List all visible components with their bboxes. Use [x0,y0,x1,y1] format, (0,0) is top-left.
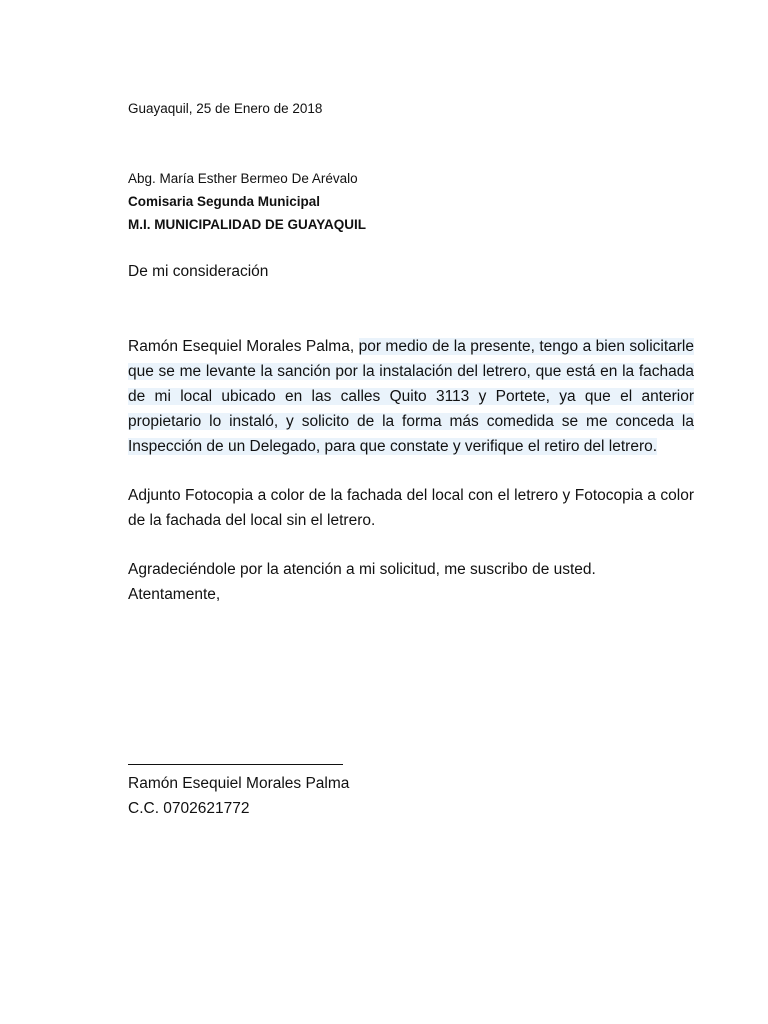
body-paragraph-1-lead: Ramón Esequiel Morales Palma, [128,338,359,355]
signature-line [128,764,343,765]
recipient-name: Abg. María Esther Bermeo De Arévalo [128,171,358,186]
body-paragraph-1 [128,334,694,459]
body-paragraph-1-highlight: por medio de la presente, tengo a bien solicitarle que se me levante la sanción por la instalación del letrero, que está en la fachada de mi local ubicado en las calles Quito 3113 y Portete, ya que el anterior propietario lo instaló, y solicito de la forma más comedida se me conceda la Inspección de un Delegado, para que constate y verifique el retiro del letrero. [128,338,694,455]
closing-line: Agradeciéndole por la atención a mi solicitud, me suscribo de usted. [128,561,596,578]
closing: Atentamente, [128,586,221,603]
body-paragraph-2: Adjunto Fotocopia a color de la fachada del local con el letrero y Fotocopia a color de la fachada del local sin el letrero. [128,487,694,529]
signature-name: Ramón Esequiel Morales Palma [128,775,350,792]
recipient-title: Comisaria Segunda Municipal [128,194,321,209]
date-line: Guayaquil, 25 de Enero de 2018 [128,101,323,116]
salutation: De mi consideración [128,263,269,280]
recipient-institution: M.I. MUNICIPALIDAD DE GUAYAQUIL [128,217,367,232]
signature-id: C.C. 0702621772 [128,800,250,817]
